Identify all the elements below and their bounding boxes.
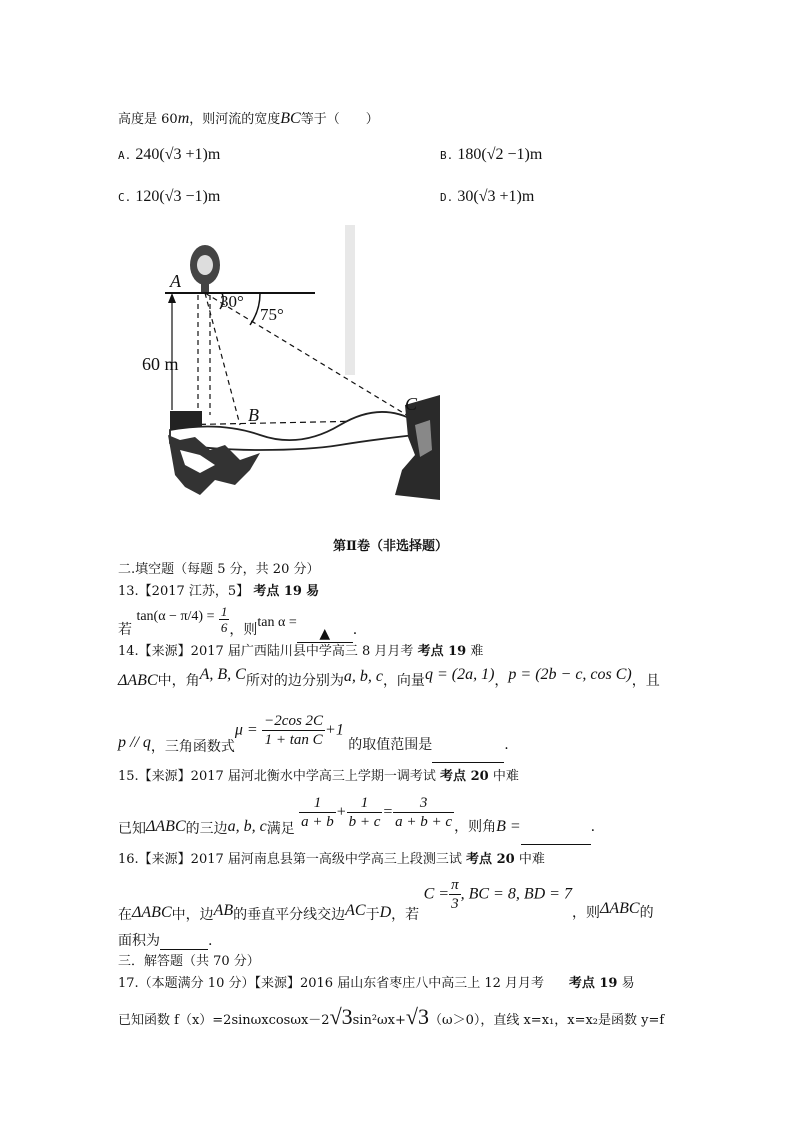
section3-heading: 三．解答题（共 70 分） [118, 954, 260, 969]
q16-de: 的 [639, 904, 654, 921]
option-a[interactable] [118, 146, 220, 164]
q15-frac1-den: a + b [301, 814, 334, 830]
fill-heading: 二.填空题（每题 5 分，共 20 分） [118, 562, 320, 577]
q13-lhs: tan(α − π/4) = [136, 608, 215, 624]
option-d-letter: D. [440, 191, 454, 204]
q15-body [118, 794, 596, 837]
label-angle-75: 75° [260, 305, 284, 324]
q16-kaodian: 考点 20 [466, 852, 515, 867]
triangle-marker-icon: ▲ [319, 626, 331, 642]
river [170, 412, 415, 450]
q17-text-b: sin²ωx+ [352, 1013, 406, 1028]
q16-cond-c: C = [423, 885, 450, 903]
q15-known: 已知 [118, 820, 146, 837]
q15-frac-2 [347, 794, 383, 831]
q13-difficulty: 易 [306, 584, 320, 599]
q13-tan-alpha: tan α = [257, 614, 297, 630]
label-a: A [170, 271, 181, 291]
q15-kaodian: 考点 20 [440, 769, 489, 784]
q16-ab: AB [213, 901, 234, 919]
q16-triangle: ΔABC [132, 903, 172, 921]
observer-face [197, 255, 213, 275]
q16-d: D [379, 903, 392, 921]
q14-text-range: 的取值范围是 [348, 736, 433, 753]
label-c: C [405, 394, 418, 414]
q14-text-trig: ，三角函数式 [150, 738, 235, 755]
q15-equals: = [382, 803, 394, 821]
q14-text-b: 所对的边分别为 [245, 673, 344, 689]
q15-angle-b: B = [496, 817, 521, 835]
q16-pi-num: π [451, 877, 459, 893]
q16-triangle-2: ΔABC [599, 899, 640, 917]
q16-cond-rest: , BC = 8, BD = 7 [460, 885, 572, 903]
q16-pi-den: 3 [451, 896, 459, 912]
q13-frac [219, 604, 230, 635]
q14-vector-p: p = (2b − c, cos C) [508, 666, 632, 683]
q15-then: ，则角 [454, 818, 497, 835]
q15-frac3-num: 3 [393, 794, 454, 813]
q16-pi-frac [449, 876, 461, 913]
option-d-expr: 30(√3 +1)m [457, 188, 535, 205]
q13-ruo: 若 [118, 621, 132, 638]
intro-text-3: 等于（ ） [300, 112, 379, 127]
q17-text-a: 已知函数 f（x）=2sinωxcosωx－2 [118, 1013, 330, 1028]
option-b[interactable] [440, 146, 542, 164]
label-angle-30: 30° [220, 292, 244, 311]
q14-mu-den: 1 + tan C [264, 732, 323, 748]
far-bank [395, 395, 440, 500]
q13-then: ，则 [229, 621, 258, 638]
q13-kaodian: 考点 19 [253, 584, 302, 599]
q14-answer-blank[interactable] [432, 762, 504, 763]
q14-text-a: 中，角 [157, 673, 200, 689]
q16-difficulty: 中难 [518, 852, 545, 867]
river-figure [140, 225, 440, 500]
q17-sqrt3-b: √3 [405, 1004, 429, 1029]
q16-line2 [118, 930, 212, 950]
q15-frac2-den: b + c [348, 814, 381, 830]
q16-in: 在 [118, 906, 132, 923]
scan-artifact [345, 225, 355, 375]
angle-arc-75 [250, 293, 260, 325]
q15-source: 15.【来源】2017 届河北衡水中学高三上学期一调考试 [118, 769, 436, 784]
option-c-letter: C. [118, 191, 132, 204]
q14-mu-num: −2cos 2C [264, 713, 324, 729]
q17-difficulty: 易 [621, 976, 635, 991]
q14-source: 14.【来源】2017 届广西陆川县中学高三 8 月月考 [118, 644, 414, 659]
q15-end: . [590, 818, 596, 835]
q16-header [118, 848, 545, 867]
height-arrow [168, 293, 176, 303]
q14-line2 [118, 712, 509, 755]
q14-text-c: ，向量 [382, 673, 425, 689]
observer-neck [201, 280, 209, 294]
q14-line1 [118, 666, 660, 690]
q14-angles: A, B, C [199, 666, 246, 683]
q14-vector-q: q = (2a, 1) [424, 666, 495, 683]
sight-line-c [205, 293, 415, 420]
q13-body [118, 604, 358, 642]
q17-text-c: （ω＞0），直线 x=x₁，x=x₂是函数 y=f [428, 1013, 665, 1028]
q14-sides: a, b, c [343, 668, 383, 685]
q14-kaodian: 考点 19 [417, 644, 467, 659]
option-b-expr: 180(√2 −1)m [457, 146, 543, 163]
option-c-expr: 120(√3 −1)m [135, 188, 221, 205]
intro-text-1: 高度是 60 [118, 112, 178, 127]
q17-source: 17.（本题满分 10 分）【来源】2016 届山东省枣庄八中高三上 12 月月考 [118, 976, 545, 991]
q14-end: . [504, 736, 509, 753]
q15-text-sides: 的三边 [185, 820, 228, 837]
q17-header [118, 972, 635, 991]
q16-line1 [118, 876, 654, 923]
q15-plus: + [335, 803, 347, 821]
option-c[interactable] [118, 188, 220, 206]
q15-sides: a, b, c [227, 817, 267, 835]
q16-source: 16.【来源】2017 届河南息县第一高级中学高三上段测三试 [118, 852, 462, 867]
q14-parallel: p // q [118, 733, 151, 751]
option-d[interactable] [440, 188, 534, 206]
q15-header [118, 765, 519, 784]
q14-mu-frac [262, 712, 325, 749]
q16-text-1: 中，边 [171, 906, 214, 923]
q15-frac2-num: 1 [347, 794, 383, 813]
q14-comma: ， [494, 673, 509, 689]
q14-difficulty: 难 [470, 644, 484, 659]
q15-satisfy: 满足 [266, 820, 295, 837]
q13-frac-num: 1 [220, 604, 228, 619]
q15-frac-1 [299, 794, 336, 831]
q15-frac-3 [393, 794, 454, 831]
q17-body [118, 1004, 664, 1030]
q14-header [118, 640, 483, 659]
q15-frac3-den: a + b + c [395, 814, 453, 830]
q13-frac-den: 6 [220, 620, 228, 635]
q14-mu: μ = [234, 721, 258, 739]
q16-area: 面积为 [118, 933, 160, 949]
q15-frac1-num: 1 [299, 794, 336, 813]
q14-text-end: ，且 [631, 673, 660, 689]
q13-source: 13.【2017 江苏，5】 [118, 584, 250, 599]
option-b-letter: B. [440, 149, 454, 162]
q15-answer-blank[interactable] [521, 844, 591, 845]
q17-kaodian: 考点 19 [568, 976, 618, 991]
option-a-letter: A. [118, 149, 132, 162]
q16-text-4: ，若 [391, 906, 420, 923]
label-b: B [248, 405, 259, 425]
question-intro [118, 108, 379, 128]
option-a-expr: 240(√3 +1)m [135, 146, 221, 163]
q16-end: . [208, 933, 213, 949]
label-height: 60 m [142, 354, 179, 374]
q15-difficulty: 中难 [492, 769, 519, 784]
q13-header [118, 580, 319, 599]
q16-then: ，则 [571, 904, 600, 921]
q16-text-3: 于 [365, 906, 380, 923]
q16-ac: AC [345, 901, 366, 919]
intro-text-2: ，则河流的宽度 [189, 112, 281, 127]
q15-triangle: ΔABC [146, 817, 186, 835]
q17-sqrt3-a: √3 [329, 1004, 353, 1029]
section2-heading: 第Ⅱ卷（非选择题） [333, 539, 448, 554]
q14-plus1: +1 [325, 721, 344, 739]
q16-text-2: 的垂直平分线交边 [233, 906, 346, 923]
q14-triangle: ΔABC [118, 672, 158, 689]
intro-bc: BC [280, 110, 301, 127]
intro-unit: m [177, 110, 190, 127]
q13-end: . [352, 621, 358, 638]
